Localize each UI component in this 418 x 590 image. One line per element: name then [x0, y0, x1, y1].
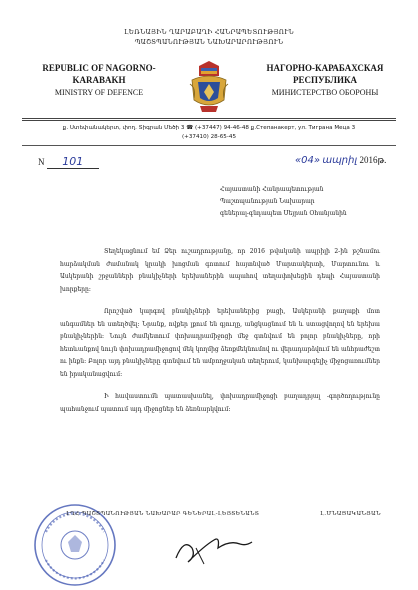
letterhead-english-title-2: KARABAKH: [72, 75, 126, 85]
address-line-2: (+37410) 28-65-45: [181, 134, 236, 140]
letterhead-english-ministry: MINISTRY OF DEFENCE: [54, 88, 144, 97]
document-date: [295, 155, 386, 166]
recipient-line-2: Պաշտպանության Նախարար: [220, 198, 315, 205]
address-line-1: ք. Ստեփանակերտ, փող. Տիգրան Մեծի 3 ☎ (+37447) 94-46-48 ք.Степанакерт, ул. Тиграна Меца 3: [62, 125, 356, 131]
body-paragraph-3: Ի հավաստումն պատասխանել, փոխադրամիջոցի բաղադրյալ -գործողությունը պահանջում պատում այդ միջոցներ են ձեռնարկվում:: [60, 393, 380, 413]
header-divider-top: [22, 118, 396, 119]
letterhead-russian-title-2: РЕСПУБЛИКА: [292, 75, 358, 85]
document-number: [38, 155, 99, 169]
address-block: [22, 124, 396, 142]
header-line-armenian-ministry: ՊԱՇՏՊԱՆՈՒԹՅԱՆ ՆԱԽԱՐԱՐՈՒԹՅՈՒՆ: [134, 38, 284, 46]
header-line-armenian-republic: ԼԵՌՆԱՅԻՆ ՂԱՐԱԲԱՂԻ ՀԱՆՐԱՊԵՏՈՒԹՅՈՒՆ: [124, 28, 294, 36]
letterhead-english: [24, 62, 174, 99]
coat-of-arms-emblem-icon: [186, 58, 232, 118]
date-year: 2016թ.: [359, 155, 387, 165]
letter-body: [60, 246, 380, 426]
letterhead-russian-title-1: НАГОРНО-КАРАБАХСКАЯ: [266, 63, 384, 73]
body-paragraph-1: Տեղեկացնում եմ Ձեր ուշադրությանը, որ 2016 թվականի ապրիլի 2-ին թշնամու հարձակման ժամանակ կրակի խոցման գոտում հայտնված Մարտակերտի, Մարտունու և Ասկերանի շրջանների բնակիչների երեխաներին ապահով տեղափոխեցին դեպի Հայաստանի խորքերը:: [60, 248, 380, 293]
recipient-line-1: Հայաստանի Հանրապետության: [220, 186, 324, 193]
signatory-name: Լ.ՄՆԱՑԱԿԱՆՅԱՆ: [320, 511, 381, 517]
letterhead-russian-ministry: МИНИСТЕРСТВО ОБОРОНЫ: [271, 88, 379, 97]
date-day: «04»: [295, 155, 321, 166]
date-month: ապրիլ: [322, 155, 358, 166]
body-paragraph-2: Որոշված կարգով բնակիչների երեխաներից բացի, Ասկերանի քաղաքի մոտ անգամներ են ստեղծվել: Նրանք, ովքեր լքում են գյուղը, անցկացնում են և ստացվողով են երեխա բնակիչներին: Նույն ժամկետում փոխադրամիջոցի մեջ գտնվում են բոլոր բնակիչները, որի հետևանքով նույն փոխադրամիջոցով մեկ կողմից ձեռքմեկնումով ու վերադարձվում են անհրաժեշտ ու ինքն: Բոլոր այդ բնակիչները գտնվում են ամբողջական տեղերում, կանխարգելիչ միջոցառումներ են իրականացվում:: [60, 308, 380, 378]
recipient-block: [220, 184, 347, 220]
recipient-line-3: գեներալ-գնդապետ Սեյրան Օհանյանին: [220, 210, 347, 217]
letterhead-russian: [250, 62, 400, 99]
document-number-label: N: [38, 157, 45, 167]
handwritten-signature-icon: [170, 518, 256, 570]
letterhead-english-title-1: REPUBLIC OF NAGORNO-: [42, 63, 156, 73]
header-divider-bottom: [22, 120, 396, 121]
document-number-value: 101: [47, 155, 99, 169]
signatory-title: ԼՂՀ ՊԱՇՏՊԱՆՈՒԹՅԱՆ ՆԱԽԱՐԱՐ ԳԵՆԵՐԱԼ-ԼԵՅՏԵՆԱՆՏ: [66, 511, 260, 517]
address-divider: [22, 145, 396, 146]
